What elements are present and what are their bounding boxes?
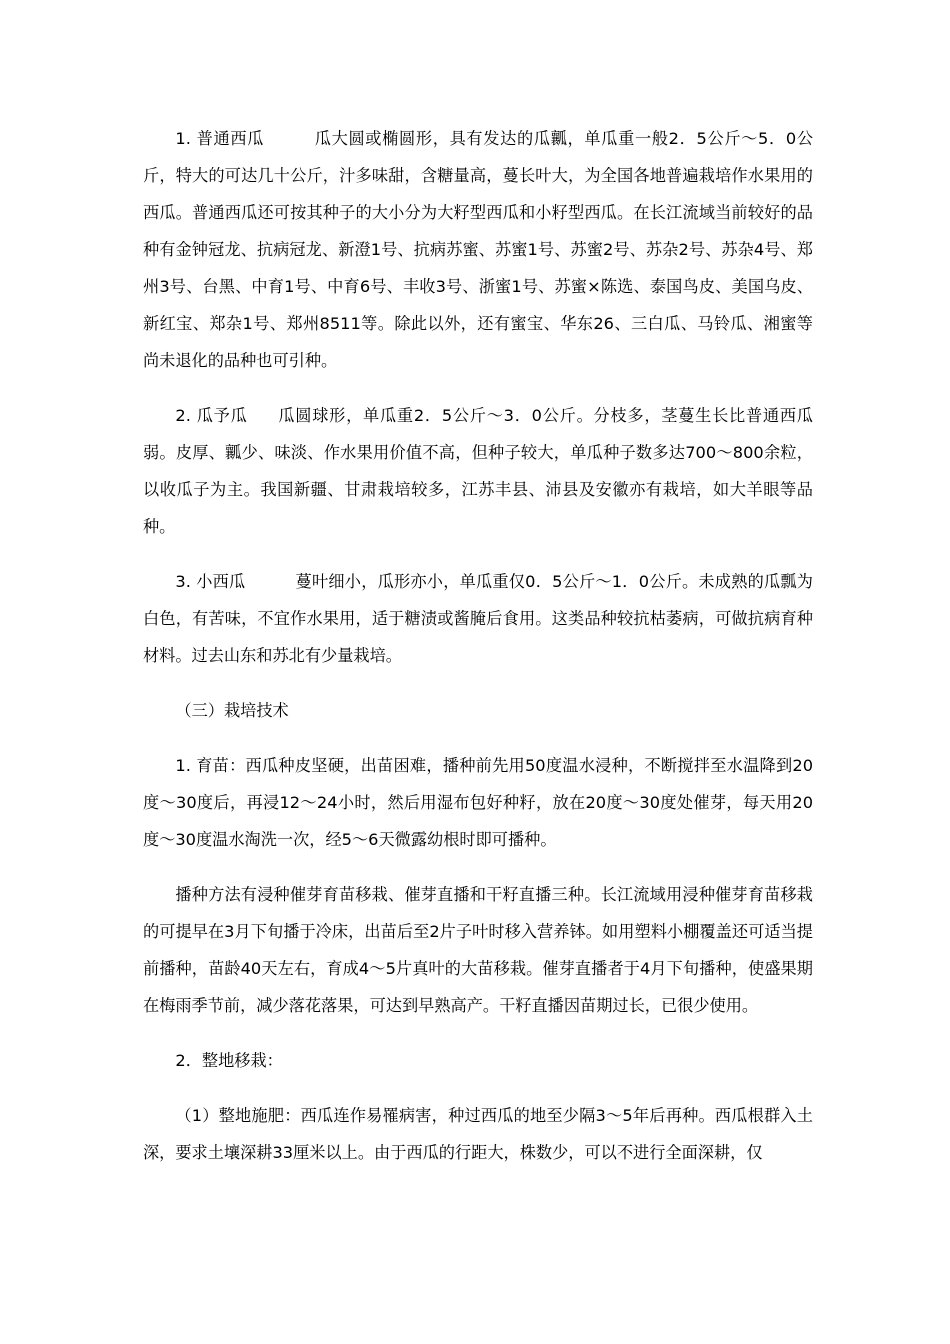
paragraph-variety-common-watermelon xyxy=(143,120,813,379)
heading-common-watermelon: 1. 普通西瓜 xyxy=(175,129,265,148)
paragraph-fertilization: （1）整地施肥：西瓜连作易罹病害，种过西瓜的地至少隔3～5年后再种。西瓜根群入土深，要求土壤深耕33厘米以上。由于西瓜的行距大，株数少，可以不进行全面深耕，仅 xyxy=(143,1106,813,1162)
paragraph-variety-small-watermelon xyxy=(143,563,813,674)
text-small-watermelon: 蔓叶细小，瓜形亦小，单瓜重仅0．5公斤～1．0公斤。未成熟的瓜瓢为白色，有苦味，不宜作水果用，适于糖渍或酱腌后食用。这类品种较抗枯萎病，可做抗病育种材料。过去山东和苏北有少量栽培。 xyxy=(143,572,813,665)
text-common-watermelon: 瓜大圆或椭圆形，具有发达的瓜瓤，单瓜重一般2．5公斤～5．0公斤，特大的可达几十公斤，汁多味甜，含糖量高，蔓长叶大，为全国各地普遍栽培作水果用的西瓜。普通西瓜还可按其种子的大小分为大籽型西瓜和小籽型西瓜。在长江流域当前较好的品种有金钟冠龙、抗病冠龙、新澄1号、抗病苏蜜、苏蜜1号、苏蜜2号、苏杂2号、苏杂4号、郑州3号、台黑、中育1号、中育6号、丰收3号、浙蜜1号、苏蜜×陈选、泰国鸟皮、美国乌皮、新红宝、郑杂1号、郑州8511等。除此以外，还有蜜宝、华东26、三白瓜、马铃瓜、湘蜜等尚未退化的品种也可引种。 xyxy=(143,129,814,370)
section-heading-cultivation: （三）栽培技术 xyxy=(175,701,289,720)
paragraph-sowing-methods: 播种方法有浸种催芽育苗移栽、催芽直播和干籽直播三种。长江流域用浸种催芽育苗移栽的可提早在3月下旬播于冷床，出苗后至2片子叶时移入营养钵。如用塑料小棚覆盖还可适当提前播种，苗龄40天左右，育成4～5片真叶的大苗移栽。催芽直播者于4月下旬播种，使盛果期在梅雨季节前，减少落花落果，可达到早熟高产。干籽直播因苗期过长，已很少使用。 xyxy=(143,885,813,1015)
paragraph-variety-seed-watermelon xyxy=(143,397,813,545)
heading-seed-watermelon: 2. 瓜予瓜 xyxy=(175,406,248,425)
text-seed-watermelon: 瓜圆球形，单瓜重2．5公斤～3．0公斤。分枝多，茎蔓生长比普通西瓜弱。皮厚、瓤少、味淡、作水果用价值不高，但种子较大，单瓜种子数多达700～800余粒，以收瓜子为主。我国新疆、甘肃栽培较多，江苏丰县、沛县及安徽亦有栽培，如大羊眼等品种。 xyxy=(143,406,813,536)
paragraph-seedling: 1. 育苗：西瓜种皮坚硬，出苗困难，播种前先用50度温水浸种，不断搅拌至水温降到20度～30度后，再浸12～24小时，然后用湿布包好种籽，放在20度～30度处催芽，每天用20度～30度温水淘洗一次，经5～6天微露幼根时即可播种。 xyxy=(143,756,813,849)
heading-small-watermelon: 3. 小西瓜 xyxy=(175,572,246,591)
document-body xyxy=(143,120,813,1171)
subheading-land-preparation: 2．整地移栽： xyxy=(175,1051,283,1070)
